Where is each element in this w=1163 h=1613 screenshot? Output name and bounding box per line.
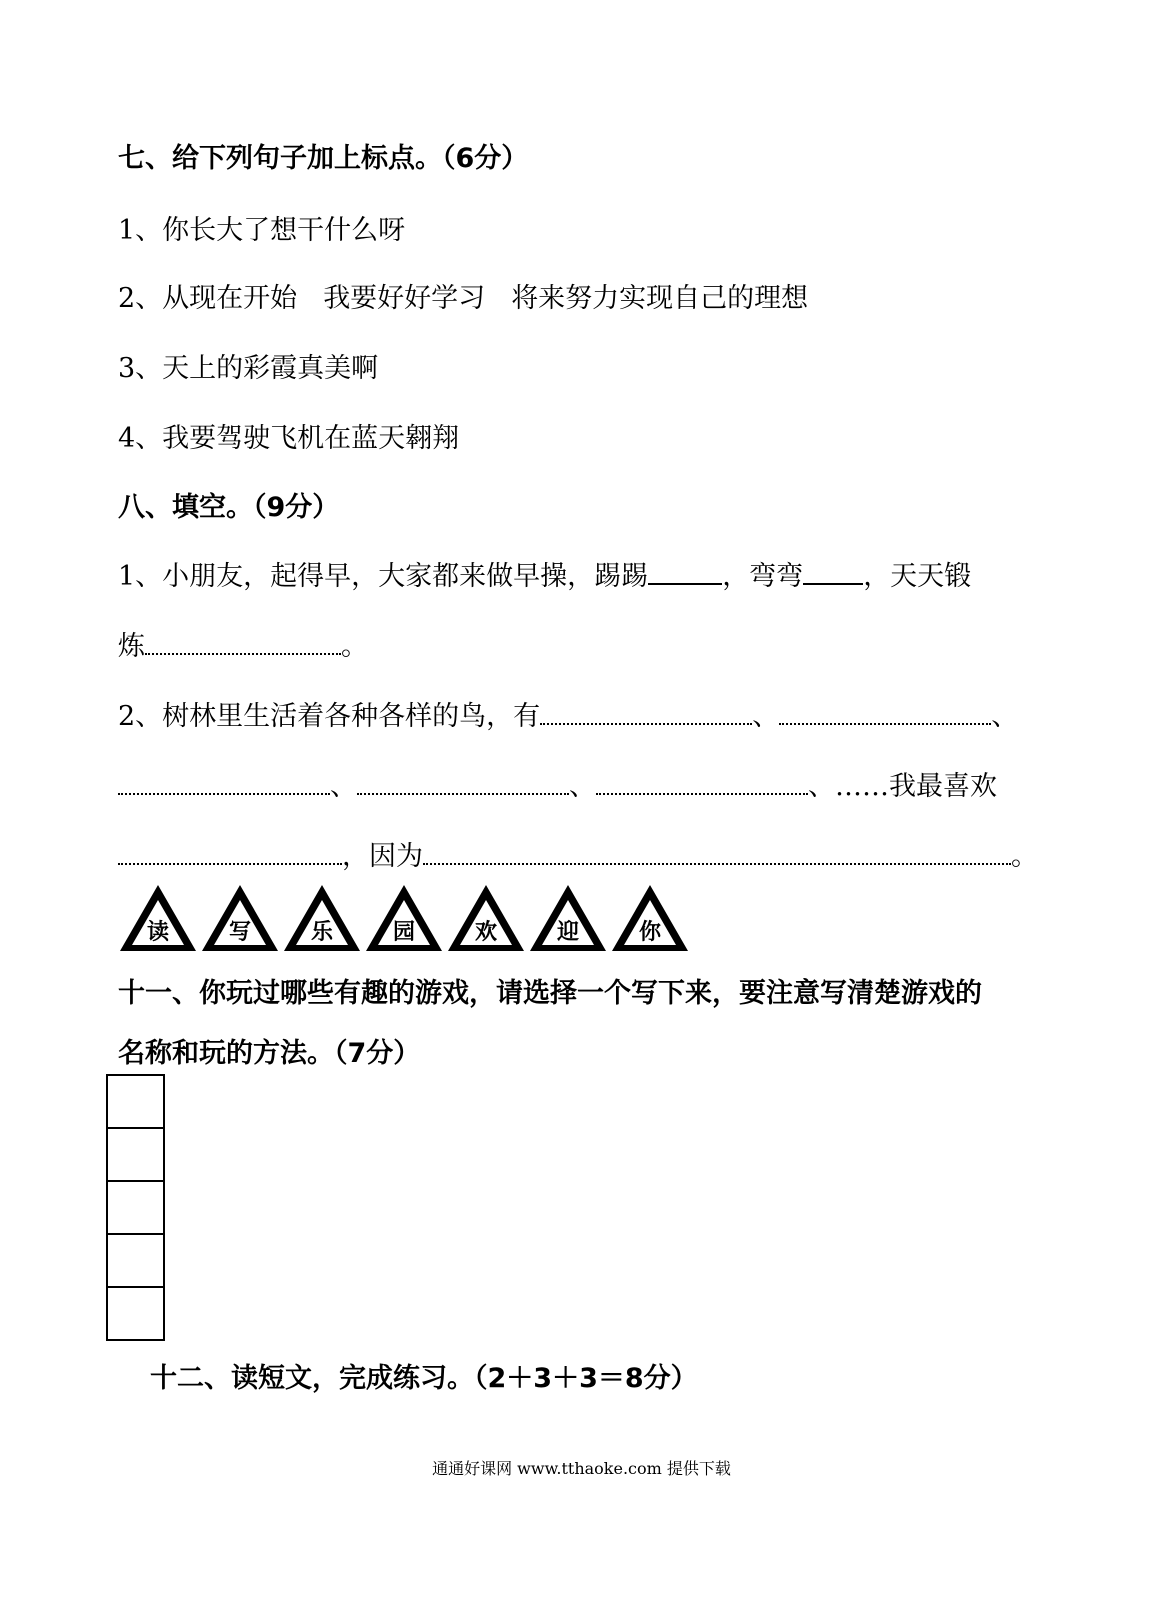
q2-sep-2: 、 [991,701,1019,732]
q1-blank-3[interactable] [145,647,341,655]
q2-blank-1[interactable] [540,717,752,725]
q2-blank-2[interactable] [779,717,991,725]
triangle-char: 你 [638,920,662,945]
section-7-item-3: 3、天上的彩霞真美啊 [118,353,379,384]
section-8-question-1-line-1 [118,563,971,590]
q2-blank-6[interactable] [118,857,342,865]
q1-blank-2[interactable] [803,577,863,585]
footer-text: 通通好课网 www.tthaoke.com 提供下载 [432,1459,731,1478]
triangle-banner-graphic [118,883,688,953]
triangle-badge [448,885,524,951]
q1-text-1: 1、小朋友，起得早，大家都来做早操，踢踢 [118,561,649,592]
section-8-question-2-line-1 [118,703,1018,730]
triangle-badge [612,885,688,951]
q2-blank-7[interactable] [423,857,1011,865]
section-7-item-2-part-3: 将来努力实现自己的理想 [511,283,809,314]
triangle-badge [284,885,360,951]
triangle-char: 读 [146,920,170,945]
q2-blank-3[interactable] [118,787,330,795]
triangle-badge [530,885,606,951]
section-7-item-2-part-1: 2、从现在开始 [118,283,298,314]
section-8-question-2-line-2 [118,773,997,800]
triangle-char: 迎 [556,920,580,945]
grid-cell[interactable] [108,1288,163,1339]
section-7-item-2 [118,285,808,312]
triangle-badge [202,885,278,951]
section-7-item-2-part-2: 我要好好学习 [323,283,486,314]
triangle-badge [366,885,442,951]
q2-text-1: 2、树林里生活着各种各样的鸟，有 [118,701,541,732]
triangle-char: 写 [228,920,252,945]
q2-sep-5: 、 [808,771,835,802]
section-8-question-2-line-3 [118,843,1038,870]
section-12-heading: 十二、读短文，完成练习。（2＋3＋3＝8分） [150,1363,698,1394]
triangle-char: 欢 [474,920,498,945]
q2-sep-1: 、 [752,701,780,732]
section-7-heading: 七、给下列句子加上标点。（6分） [118,143,529,174]
section-11-heading-line-2: 名称和玩的方法。（7分） [118,1038,421,1069]
grid-cell[interactable] [108,1076,163,1129]
section-7-item-4: 4、我要驾驶飞机在蓝天翱翔 [118,423,460,454]
q2-text-3: ，因为 [342,841,423,872]
triangle-char: 园 [392,920,416,945]
q2-sep-4: 、 [569,771,596,802]
grid-cell[interactable] [108,1235,163,1288]
q1-text-4: 炼 [118,631,145,662]
section-8-heading: 八、填空。（9分） [118,492,340,523]
triangle-char: 乐 [310,920,334,945]
q1-blank-1[interactable] [648,577,722,585]
q2-sep-3: 、 [330,771,357,802]
q2-blank-4[interactable] [357,787,569,795]
q1-text-3: ，天天锻 [863,561,972,592]
writing-grid [106,1074,165,1341]
grid-cell[interactable] [108,1129,163,1182]
section-7-item-1: 1、你长大了想干什么呀 [118,215,406,246]
triangle-badge [120,885,196,951]
grid-cell[interactable] [108,1182,163,1235]
q1-text-5: 。 [341,631,368,662]
triangle-banner [118,883,688,953]
section-8-question-1-line-2 [118,633,368,660]
q1-text-2: ，弯弯 [722,561,804,592]
section-11-heading-line-1: 十一、你玩过哪些有趣的游戏，请选择一个写下来，要注意写清楚游戏的 [118,978,982,1009]
q2-blank-5[interactable] [596,787,808,795]
q2-text-4: 。 [1011,841,1038,872]
q2-text-2: ……我最喜欢 [835,771,997,802]
